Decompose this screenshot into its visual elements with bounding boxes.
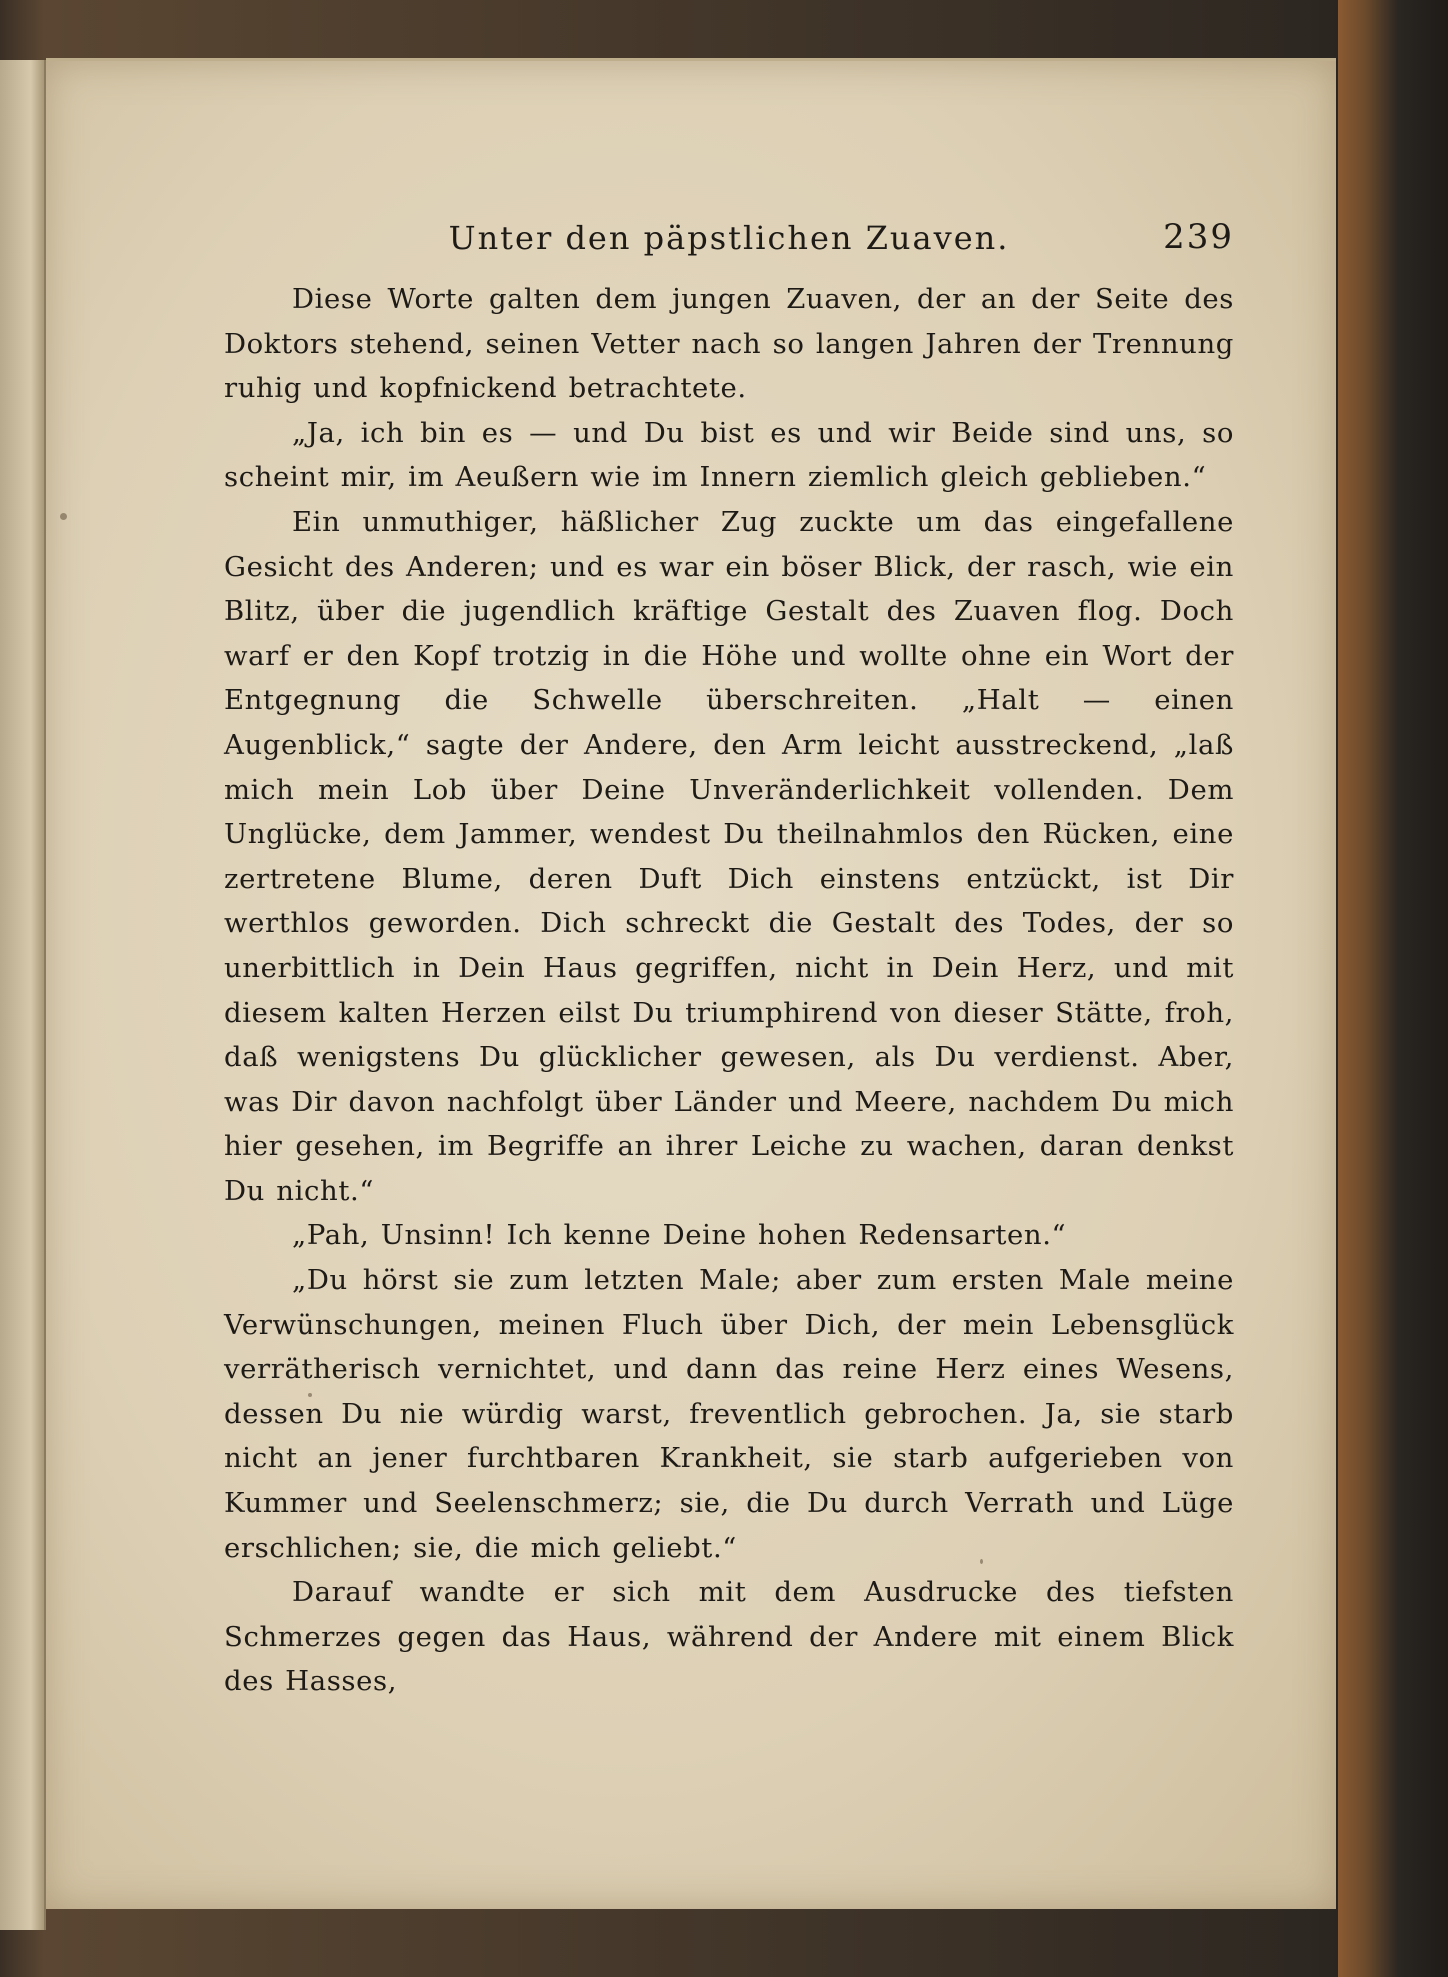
left-page-edge [0,60,46,1930]
paragraph: Ein unmuthiger, häßlicher Zug zuckte um das eingefallene Gesicht des Anderen; und es war ein böser Blick, der rasch, wie ein Blitz, über die jugendlich kräftige Gestalt des Zuaven flog. Doch warf er den Kopf trotzig in die Höhe und wollte ohne ein Wort der Entgegnung die Schwelle überschreiten. „Halt — einen Augenblick,“ sagte der Andere, den Arm leicht ausstreckend, „laß mich mein Lob über Deine Unveränderlichkeit vollenden. Dem Unglücke, dem Jammer, wendest Du theilnahmlos den Rücken, eine zertretene Blume, deren Duft Dich einstens entzückt, ist Dir werthlos geworden. Dich schreckt die Gestalt des Todes, der so unerbittlich in Dein Haus gegriffen, nicht in Dein Herz, und mit diesem kalten Herzen eilst Du triumphirend von dieser Stätte, froh, daß wenigstens Du glücklicher gewesen, als Du verdienst. Aber, was Dir davon nachfolgt über Länder und Meere, nachdem Du mich hier gesehen, im Begriffe an ihrer Leiche zu wachen, daran denkst Du nicht.“ [224,505,1234,1207]
page-number: 239 [1163,217,1234,257]
running-title: Unter den päpstlichen Zuaven. [448,219,1010,257]
page-content [224,211,1234,1704]
paragraph: „Ja, ich bin es — und Du bist es und wir Beide sind uns, so scheint mir, im Aeußern wie im Innern ziemlich gleich geblieben.“ [224,416,1234,494]
paragraph: „Pah, Unsinn! Ich kenne Deine hohen Redensarten.“ [292,1219,1067,1252]
body-text [224,277,1234,1704]
book-page [46,58,1336,1909]
book-edge [1338,0,1448,1977]
paragraph: Darauf wandte er sich mit dem Ausdrucke des tiefsten Schmerzes gegen das Haus, während der Andere mit einem Blick des Hasses, [224,1576,1234,1698]
running-head [224,211,1234,271]
paper-speck [60,513,67,520]
paragraph: „Du hörst sie zum letzten Male; aber zum ersten Male meine Verwünschungen, meinen Fluch über Dich, der mein Lebensglück verrätherisch vernichtet, und dann das reine Herz eines Wesens, dessen Du nie würdig warst, freventlich gebrochen. Ja, sie starb nicht an jener furchtbaren Krankheit, sie starb aufgerieben von Kummer und Seelenschmerz; sie, die Du durch Verrath und Lüge erschlichen; sie, die mich geliebt.“ [224,1264,1234,1564]
paragraph: Diese Worte galten dem jungen Zuaven, der an der Seite des Doktors stehend, seinen Vetter nach so langen Jahren der Trennung ruhig und kopfnickend betrachtete. [224,283,1234,405]
